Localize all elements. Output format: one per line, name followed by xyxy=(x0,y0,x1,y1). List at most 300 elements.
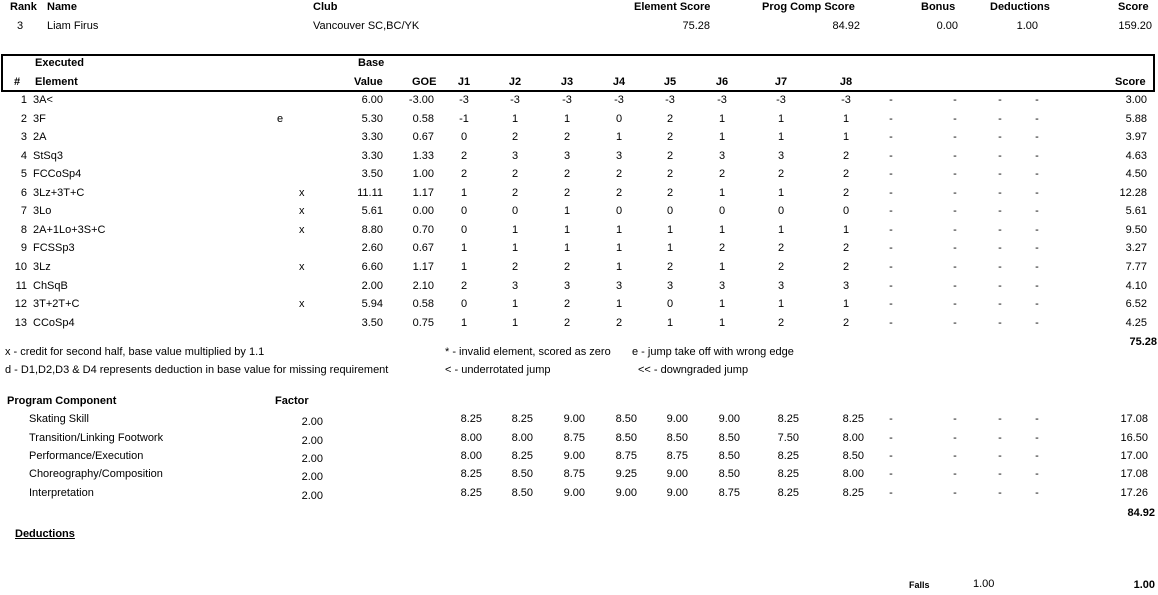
legend-e-note: e - jump take off with wrong edge xyxy=(632,346,794,358)
component-empty-judge-mark: - xyxy=(998,487,1002,499)
component-judge-mark: 8.50 xyxy=(718,432,740,444)
element-judge-mark: 2 xyxy=(842,261,850,273)
element-empty-judge-mark: - xyxy=(1035,298,1039,310)
element-goe: 0.67 xyxy=(412,131,434,143)
judge-header: J1 xyxy=(457,76,471,88)
component-judge-mark: 8.75 xyxy=(666,450,688,462)
judge-header: J2 xyxy=(508,76,522,88)
element-code: 2A xyxy=(33,131,47,143)
element-empty-judge-mark: - xyxy=(889,187,893,199)
component-empty-judge-mark: - xyxy=(1035,487,1039,499)
element-judge-mark: 2 xyxy=(666,261,674,273)
element-judge-mark: 0 xyxy=(460,205,468,217)
element-judge-mark: 1 xyxy=(718,131,726,143)
element-judge-mark: 1 xyxy=(842,224,850,236)
element-base-value: 5.94 xyxy=(361,298,383,310)
element-judge-mark: 1 xyxy=(563,224,571,236)
element-judge-mark: 3 xyxy=(511,150,519,162)
element-judge-mark: 0 xyxy=(615,113,623,125)
element-empty-judge-mark: - xyxy=(1035,113,1039,125)
component-name: Skating Skill xyxy=(29,413,89,425)
falls-label: Falls xyxy=(909,580,930,590)
element-judge-mark: 2 xyxy=(842,317,850,329)
rank-header: Rank xyxy=(10,1,37,13)
element-judge-mark: 0 xyxy=(777,205,785,217)
prog-comp-score-value: 84.92 xyxy=(832,20,860,32)
component-empty-judge-mark: - xyxy=(889,450,893,462)
element-judge-mark: 2 xyxy=(718,242,726,254)
component-empty-judge-mark: - xyxy=(998,468,1002,480)
element-judge-mark: 2 xyxy=(563,131,571,143)
legend-down-note: << - downgraded jump xyxy=(638,364,749,376)
component-judge-mark: 8.50 xyxy=(718,468,740,480)
element-judge-mark: 2 xyxy=(666,113,674,125)
element-judge-mark: 1 xyxy=(777,131,785,143)
element-judge-mark: 1 xyxy=(777,298,785,310)
element-header: Element xyxy=(35,76,78,88)
element-judge-mark: 1 xyxy=(666,242,674,254)
component-judge-mark: 8.25 xyxy=(777,450,799,462)
factor-header: Factor xyxy=(275,395,309,407)
element-second-half-mark: x xyxy=(299,261,305,273)
element-judge-mark: 1 xyxy=(615,298,623,310)
element-second-half-mark: x xyxy=(299,187,305,199)
element-judge-mark: 1 xyxy=(718,317,726,329)
element-empty-judge-mark: - xyxy=(998,242,1002,254)
component-empty-judge-mark: - xyxy=(889,468,893,480)
element-judge-mark: 1 xyxy=(563,205,571,217)
element-number: 1 xyxy=(20,94,27,106)
element-judge-mark: 1 xyxy=(460,242,468,254)
component-empty-judge-mark: - xyxy=(953,468,957,480)
component-judge-mark: 8.50 xyxy=(842,450,864,462)
component-name: Transition/Linking Footwork xyxy=(29,432,164,444)
element-code: CCoSp4 xyxy=(33,317,75,329)
element-base-value: 6.60 xyxy=(361,261,383,273)
element-empty-judge-mark: - xyxy=(998,298,1002,310)
element-second-half-mark: x xyxy=(299,205,305,217)
element-judge-mark: 2 xyxy=(777,168,785,180)
component-judge-mark: 8.00 xyxy=(460,432,482,444)
element-base-value: 5.61 xyxy=(361,205,383,217)
judge-header: J7 xyxy=(774,76,788,88)
element-judge-mark: 2 xyxy=(666,131,674,143)
deductions-total: 1.00 xyxy=(1133,579,1155,591)
element-judge-mark: -3 xyxy=(510,94,520,106)
element-number: 6 xyxy=(20,187,27,199)
component-judge-mark: 9.00 xyxy=(666,413,688,425)
element-score: 7.77 xyxy=(1125,261,1147,273)
element-judge-mark: 0 xyxy=(666,298,674,310)
element-judge-mark: 1 xyxy=(615,224,623,236)
component-empty-judge-mark: - xyxy=(1035,413,1039,425)
element-judge-mark: 3 xyxy=(666,280,674,292)
element-number: 12 xyxy=(14,298,27,310)
element-judge-mark: 1 xyxy=(511,242,519,254)
element-judge-mark: 1 xyxy=(511,298,519,310)
element-empty-judge-mark: - xyxy=(998,261,1002,273)
element-judge-mark: 1 xyxy=(563,242,571,254)
element-number: 13 xyxy=(14,317,27,329)
element-judge-mark: 1 xyxy=(777,113,785,125)
element-code: 3F xyxy=(33,113,46,125)
component-judge-mark: 8.00 xyxy=(460,450,482,462)
element-empty-judge-mark: - xyxy=(889,205,893,217)
element-judge-mark: 0 xyxy=(615,205,623,217)
legend-under-note: < - underrotated jump xyxy=(445,364,551,376)
element-judge-mark: -3 xyxy=(562,94,572,106)
element-empty-judge-mark: - xyxy=(953,280,957,292)
element-judge-mark: 0 xyxy=(511,205,519,217)
element-judge-mark: 1 xyxy=(511,317,519,329)
element-empty-judge-mark: - xyxy=(998,94,1002,106)
club-header: Club xyxy=(313,1,338,13)
component-empty-judge-mark: - xyxy=(889,487,893,499)
element-judge-mark: 2 xyxy=(842,187,850,199)
component-judge-mark: 8.25 xyxy=(777,413,799,425)
element-goe: 0.58 xyxy=(412,113,434,125)
club-value: Vancouver SC,BC/YK xyxy=(313,20,420,32)
bonus-header: Bonus xyxy=(921,1,956,13)
element-empty-judge-mark: - xyxy=(998,317,1002,329)
element-code: FCCoSp4 xyxy=(33,168,82,180)
element-score: 4.10 xyxy=(1125,280,1147,292)
element-second-half-mark: x xyxy=(299,298,305,310)
component-factor: 2.00 xyxy=(301,416,323,428)
element-info: e xyxy=(277,113,284,125)
goe-header: GOE xyxy=(412,76,437,88)
element-empty-judge-mark: - xyxy=(998,150,1002,162)
component-judge-mark: 8.25 xyxy=(460,487,482,499)
element-empty-judge-mark: - xyxy=(889,168,893,180)
element-goe: 1.00 xyxy=(412,168,434,180)
component-judge-mark: 8.25 xyxy=(511,450,533,462)
element-judge-mark: 1 xyxy=(666,224,674,236)
component-score: 17.26 xyxy=(1120,487,1148,499)
component-judge-mark: 9.00 xyxy=(718,413,740,425)
rank-value: 3 xyxy=(17,20,24,32)
element-judge-mark: 1 xyxy=(666,317,674,329)
element-judge-mark: 1 xyxy=(718,298,726,310)
element-base-value: 3.30 xyxy=(361,131,383,143)
component-judge-mark: 9.00 xyxy=(666,487,688,499)
component-judge-mark: 8.25 xyxy=(460,468,482,480)
component-factor: 2.00 xyxy=(301,471,323,483)
element-empty-judge-mark: - xyxy=(998,205,1002,217)
component-judge-mark: 9.25 xyxy=(615,468,637,480)
element-empty-judge-mark: - xyxy=(889,224,893,236)
component-judge-mark: 8.25 xyxy=(777,487,799,499)
element-judge-mark: -3 xyxy=(841,94,851,106)
component-judge-mark: 8.25 xyxy=(842,487,864,499)
element-goe: 0.75 xyxy=(412,317,434,329)
element-judge-mark: 3 xyxy=(777,150,785,162)
element-code: 3Lz+3T+C xyxy=(33,187,85,199)
element-judge-mark: 2 xyxy=(842,168,850,180)
element-code: 3Lz xyxy=(33,261,51,273)
element-judge-mark: 3 xyxy=(615,280,623,292)
component-empty-judge-mark: - xyxy=(889,432,893,444)
element-empty-judge-mark: - xyxy=(889,261,893,273)
element-judge-mark: 2 xyxy=(563,187,571,199)
element-judge-mark: 3 xyxy=(511,280,519,292)
element-judge-mark: 1 xyxy=(460,261,468,273)
component-empty-judge-mark: - xyxy=(998,450,1002,462)
element-empty-judge-mark: - xyxy=(953,168,957,180)
element-empty-judge-mark: - xyxy=(1035,280,1039,292)
element-judge-mark: 2 xyxy=(666,150,674,162)
component-empty-judge-mark: - xyxy=(1035,468,1039,480)
element-empty-judge-mark: - xyxy=(889,280,893,292)
element-empty-judge-mark: - xyxy=(1035,168,1039,180)
element-goe: 0.67 xyxy=(412,242,434,254)
element-judge-mark: 2 xyxy=(777,261,785,273)
total-score-value: 159.20 xyxy=(1118,20,1152,32)
component-empty-judge-mark: - xyxy=(953,450,957,462)
element-score: 3.00 xyxy=(1125,94,1147,106)
element-empty-judge-mark: - xyxy=(953,317,957,329)
element-code: FCSSp3 xyxy=(33,242,75,254)
element-empty-judge-mark: - xyxy=(953,94,957,106)
element-empty-judge-mark: - xyxy=(998,224,1002,236)
element-second-half-mark: x xyxy=(299,224,305,236)
element-goe: 2.10 xyxy=(412,280,434,292)
element-empty-judge-mark: - xyxy=(953,242,957,254)
element-number: 7 xyxy=(20,205,27,217)
deductions-header: Deductions xyxy=(990,1,1050,13)
component-score: 16.50 xyxy=(1120,432,1148,444)
element-judge-mark: 2 xyxy=(563,261,571,273)
element-score: 4.63 xyxy=(1125,150,1147,162)
element-score: 6.52 xyxy=(1125,298,1147,310)
component-factor: 2.00 xyxy=(301,490,323,502)
element-empty-judge-mark: - xyxy=(953,113,957,125)
element-base-value: 5.30 xyxy=(361,113,383,125)
element-judge-mark: 0 xyxy=(460,131,468,143)
element-score: 9.50 xyxy=(1125,224,1147,236)
component-empty-judge-mark: - xyxy=(953,487,957,499)
element-goe: 0.70 xyxy=(412,224,434,236)
element-judge-mark: 0 xyxy=(718,205,726,217)
element-number: 8 xyxy=(20,224,27,236)
element-base-value: 8.80 xyxy=(361,224,383,236)
component-empty-judge-mark: - xyxy=(1035,432,1039,444)
judge-header: J6 xyxy=(715,76,729,88)
legend-x-note: x - credit for second half, base value multiplied by 1.1 xyxy=(5,346,265,358)
element-empty-judge-mark: - xyxy=(953,261,957,273)
element-empty-judge-mark: - xyxy=(1035,131,1039,143)
element-score: 3.97 xyxy=(1125,131,1147,143)
component-empty-judge-mark: - xyxy=(998,432,1002,444)
element-empty-judge-mark: - xyxy=(889,150,893,162)
element-score: 12.28 xyxy=(1119,187,1147,199)
component-judge-mark: 9.00 xyxy=(615,487,637,499)
element-base-value: 2.60 xyxy=(361,242,383,254)
element-empty-judge-mark: - xyxy=(998,113,1002,125)
element-judge-mark: 3 xyxy=(718,280,726,292)
element-judge-mark: 2 xyxy=(460,150,468,162)
element-base-value: 6.00 xyxy=(361,94,383,106)
element-judge-mark: 3 xyxy=(563,280,571,292)
component-judge-mark: 8.50 xyxy=(718,450,740,462)
element-judge-mark: 3 xyxy=(563,150,571,162)
element-judge-mark: 2 xyxy=(563,317,571,329)
value-header: Value xyxy=(354,76,383,88)
element-empty-judge-mark: - xyxy=(1035,242,1039,254)
program-component-header: Program Component xyxy=(7,395,117,407)
component-empty-judge-mark: - xyxy=(1035,450,1039,462)
hash-header: # xyxy=(14,76,21,88)
component-judge-mark: 8.75 xyxy=(718,487,740,499)
element-judge-mark: 2 xyxy=(563,168,571,180)
element-score-col-header: Score xyxy=(1115,76,1146,88)
element-base-value: 3.30 xyxy=(361,150,383,162)
element-judge-mark: 3 xyxy=(842,280,850,292)
element-judge-mark: 1 xyxy=(563,113,571,125)
component-judge-mark: 9.00 xyxy=(563,487,585,499)
element-number: 9 xyxy=(20,242,27,254)
element-empty-judge-mark: - xyxy=(889,242,893,254)
element-judge-mark: 2 xyxy=(563,298,571,310)
element-judge-mark: 2 xyxy=(511,187,519,199)
component-judge-mark: 9.00 xyxy=(563,413,585,425)
element-empty-judge-mark: - xyxy=(953,187,957,199)
skater-name: Liam Firus xyxy=(47,20,99,32)
component-name: Performance/Execution xyxy=(29,450,144,462)
element-judge-mark: 1 xyxy=(460,317,468,329)
element-judge-mark: 1 xyxy=(718,113,726,125)
component-empty-judge-mark: - xyxy=(889,413,893,425)
component-judge-mark: 8.00 xyxy=(511,432,533,444)
element-code: ChSqB xyxy=(33,280,68,292)
component-name: Choreography/Composition xyxy=(29,468,163,480)
component-score: 17.00 xyxy=(1120,450,1148,462)
element-judge-mark: 2 xyxy=(615,317,623,329)
element-code: 3A< xyxy=(33,94,53,106)
element-empty-judge-mark: - xyxy=(998,168,1002,180)
element-judge-mark: 2 xyxy=(666,168,674,180)
component-judge-mark: 8.50 xyxy=(615,432,637,444)
element-judge-mark: 1 xyxy=(615,242,623,254)
element-judge-mark: 2 xyxy=(460,280,468,292)
component-judge-mark: 8.75 xyxy=(563,432,585,444)
element-base-value: 3.50 xyxy=(361,168,383,180)
judge-header: J3 xyxy=(560,76,574,88)
element-empty-judge-mark: - xyxy=(1035,94,1039,106)
component-judge-mark: 8.50 xyxy=(615,413,637,425)
element-judge-mark: -3 xyxy=(614,94,624,106)
element-base-value: 3.50 xyxy=(361,317,383,329)
judge-header: J4 xyxy=(612,76,626,88)
element-empty-judge-mark: - xyxy=(889,317,893,329)
element-score-header: Element Score xyxy=(634,1,711,13)
component-judge-mark: 8.25 xyxy=(777,468,799,480)
element-judge-mark: 1 xyxy=(718,224,726,236)
score-header: Score xyxy=(1118,1,1149,13)
name-header: Name xyxy=(47,1,77,13)
element-number: 4 xyxy=(20,150,27,162)
deductions-value: 1.00 xyxy=(1016,20,1038,32)
component-name: Interpretation xyxy=(29,487,94,499)
component-judge-mark: 8.50 xyxy=(511,487,533,499)
element-score-value: 75.28 xyxy=(682,20,710,32)
element-judge-mark: 2 xyxy=(666,187,674,199)
element-empty-judge-mark: - xyxy=(889,298,893,310)
element-judge-mark: -3 xyxy=(665,94,675,106)
component-judge-mark: 8.50 xyxy=(511,468,533,480)
element-code: 3T+2T+C xyxy=(33,298,80,310)
element-judge-mark: 1 xyxy=(460,187,468,199)
base-header: Base xyxy=(358,57,385,69)
element-empty-judge-mark: - xyxy=(889,113,893,125)
element-score: 4.25 xyxy=(1125,317,1147,329)
legend-d-note: d - D1,D2,D3 & D4 represents deduction in base value for missing requirement xyxy=(5,364,389,376)
element-judge-mark: 0 xyxy=(842,205,850,217)
component-judge-mark: 8.75 xyxy=(615,450,637,462)
element-judge-mark: -3 xyxy=(717,94,727,106)
element-number: 2 xyxy=(20,113,27,125)
element-judge-mark: 1 xyxy=(511,224,519,236)
element-judge-mark: 1 xyxy=(842,113,850,125)
element-empty-judge-mark: - xyxy=(1035,317,1039,329)
component-empty-judge-mark: - xyxy=(998,413,1002,425)
element-judge-mark: -3 xyxy=(776,94,786,106)
element-empty-judge-mark: - xyxy=(953,224,957,236)
element-judge-mark: 1 xyxy=(777,224,785,236)
element-judge-mark: 1 xyxy=(777,187,785,199)
element-judge-mark: 3 xyxy=(718,150,726,162)
component-judge-mark: 8.25 xyxy=(842,413,864,425)
element-code: 2A+1Lo+3S+C xyxy=(33,224,106,236)
component-judge-mark: 8.50 xyxy=(666,432,688,444)
element-judge-mark: 3 xyxy=(615,150,623,162)
component-judge-mark: 7.50 xyxy=(777,432,799,444)
element-judge-mark: 3 xyxy=(777,280,785,292)
elements-total: 75.28 xyxy=(1129,336,1157,348)
element-judge-mark: 1 xyxy=(718,187,726,199)
element-number: 3 xyxy=(20,131,27,143)
element-judge-mark: 1 xyxy=(511,113,519,125)
executed-header: Executed xyxy=(35,57,84,69)
element-judge-mark: 2 xyxy=(615,187,623,199)
falls-value: 1.00 xyxy=(973,578,995,590)
element-empty-judge-mark: - xyxy=(1035,261,1039,273)
legend-invalid-note: * - invalid element, scored as zero xyxy=(445,346,611,358)
element-judge-mark: 1 xyxy=(842,298,850,310)
element-judge-mark: 2 xyxy=(718,168,726,180)
element-judge-mark: 0 xyxy=(460,224,468,236)
prog-comp-score-header: Prog Comp Score xyxy=(762,1,855,13)
element-number: 11 xyxy=(15,280,27,292)
element-score: 5.61 xyxy=(1125,205,1147,217)
element-score: 5.88 xyxy=(1125,113,1147,125)
element-judge-mark: 1 xyxy=(718,261,726,273)
element-base-value: 2.00 xyxy=(361,280,383,292)
element-judge-mark: -3 xyxy=(459,94,469,106)
element-empty-judge-mark: - xyxy=(953,150,957,162)
judge-header: J5 xyxy=(663,76,677,88)
element-empty-judge-mark: - xyxy=(1035,205,1039,217)
component-score: 17.08 xyxy=(1120,413,1148,425)
element-empty-judge-mark: - xyxy=(998,187,1002,199)
component-judge-mark: 8.25 xyxy=(460,413,482,425)
element-empty-judge-mark: - xyxy=(889,131,893,143)
element-goe: 1.33 xyxy=(412,150,434,162)
element-empty-judge-mark: - xyxy=(1035,224,1039,236)
element-empty-judge-mark: - xyxy=(953,298,957,310)
element-goe: 1.17 xyxy=(412,187,434,199)
element-empty-judge-mark: - xyxy=(1035,150,1039,162)
